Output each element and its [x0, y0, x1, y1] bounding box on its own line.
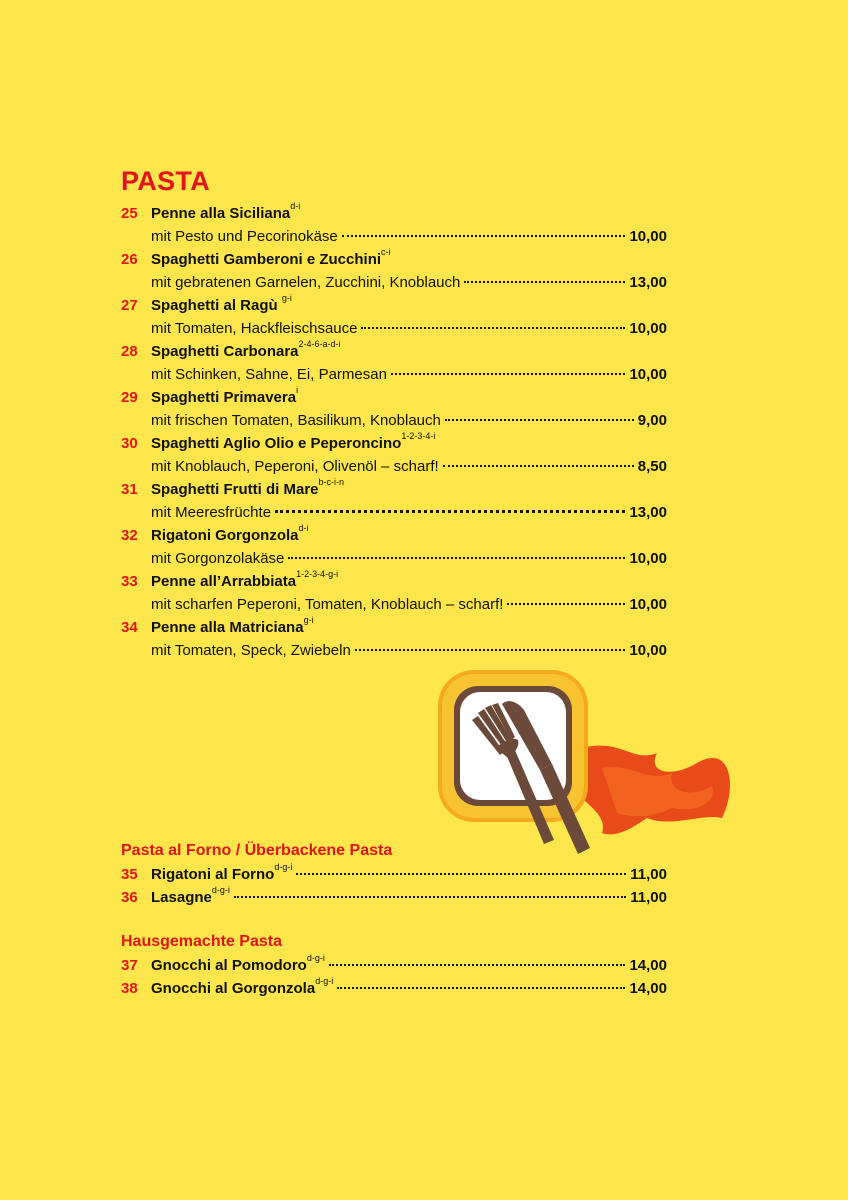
- list-item: [121, 886, 667, 909]
- item-name: Rigatoni Gorgonzola$^{d-i}$: [151, 523, 309, 544]
- dot-leader: [329, 964, 626, 966]
- allergen-codes: g-i: [303, 615, 314, 625]
- list-item: [121, 977, 667, 1000]
- item-number: 35: [121, 866, 138, 883]
- item-number: 32: [121, 527, 138, 544]
- item-detail: [151, 409, 667, 432]
- dot-leader: [296, 873, 626, 875]
- allergen-codes: d-i: [298, 523, 309, 533]
- item-name: Gnocchi al Pomodoro$^{d-g-i}$: [151, 953, 325, 974]
- item-number: 31: [121, 481, 138, 498]
- item-detail: [151, 547, 667, 570]
- list-item: [121, 524, 667, 547]
- item-price: 14,00: [629, 980, 667, 997]
- dot-leader: [288, 557, 625, 559]
- item-price: 10,00: [629, 642, 667, 659]
- item-number: 26: [121, 251, 138, 268]
- list-item: [121, 478, 667, 501]
- item-name: Penne alla Siciliana$^{d-i}$: [151, 201, 301, 222]
- item-description: mit scharfen Peperoni, Tomaten, Knoblauch – scharf!: [151, 596, 504, 613]
- item-price: 13,00: [629, 274, 667, 291]
- item-detail: [151, 455, 667, 478]
- item-name: Rigatoni al Forno$^{d-g-i}$: [151, 862, 293, 883]
- item-price: 8,50: [637, 458, 667, 475]
- allergen-codes: d-g-i: [211, 885, 230, 895]
- dot-leader: [361, 327, 625, 329]
- item-description: mit frischen Tomaten, Basilikum, Knoblauch: [151, 412, 441, 429]
- item-number: 30: [121, 435, 138, 452]
- item-description: mit Pesto und Pecorinokäse: [151, 228, 338, 245]
- dot-leader: [445, 419, 634, 421]
- item-name: Spaghetti Frutti di Mare$^{b-c-i-n}$: [151, 477, 345, 498]
- dot-leader: [464, 281, 625, 283]
- item-name: Penne all’Arrabbiata$^{1-2-3-4-g-i}$: [151, 569, 339, 590]
- item-number: 33: [121, 573, 138, 590]
- item-name: Spaghetti Aglio Olio e Peperoncino$^{1-2-3-4-i}$: [151, 431, 436, 452]
- list-item: [121, 616, 667, 639]
- fork-knife-flame-icon: [432, 668, 742, 858]
- dot-leader: [342, 235, 626, 237]
- item-price: 14,00: [629, 957, 667, 974]
- item-detail: [151, 225, 667, 248]
- dot-leader: [275, 510, 625, 513]
- list-item: [121, 340, 667, 363]
- al-forno-list: [121, 863, 667, 909]
- dot-leader: [234, 896, 626, 898]
- item-name: Spaghetti Gamberoni e Zucchini$^{c-i}$: [151, 247, 391, 268]
- list-item: [121, 202, 667, 225]
- item-description: mit Schinken, Sahne, Ei, Parmesan: [151, 366, 387, 383]
- allergen-codes: g-i: [281, 293, 292, 303]
- item-description: mit gebratenen Garnelen, Zucchini, Knoblauch: [151, 274, 461, 291]
- item-name: Spaghetti Carbonara$^{2-4-6-a-d-i}$: [151, 339, 341, 360]
- section-title-al-forno: Pasta al Forno / Überbackene Pasta: [121, 842, 393, 859]
- item-detail: [151, 317, 667, 340]
- item-detail: [151, 639, 667, 662]
- item-description: mit Tomaten, Speck, Zwiebeln: [151, 642, 351, 659]
- item-detail: [151, 363, 667, 386]
- item-detail: [151, 501, 667, 524]
- dot-leader: [337, 987, 625, 989]
- item-number: 37: [121, 957, 138, 974]
- item-number: 38: [121, 980, 138, 997]
- item-price: 10,00: [629, 366, 667, 383]
- list-item: [121, 386, 667, 409]
- list-item: [121, 432, 667, 455]
- item-number: 28: [121, 343, 138, 360]
- item-price: 13,00: [629, 504, 667, 521]
- list-item: [121, 863, 667, 886]
- item-description: mit Gorgonzolakäse: [151, 550, 285, 567]
- hausgemacht-list: [121, 954, 667, 1000]
- item-detail: [151, 271, 667, 294]
- item-price: 10,00: [629, 596, 667, 613]
- item-name: Spaghetti al Ragù $^{g-i}$: [151, 293, 292, 314]
- allergen-codes: 1-2-3-4-g-i: [296, 569, 339, 579]
- item-detail: [151, 593, 667, 616]
- allergen-codes: b-c-i-n: [318, 477, 345, 487]
- list-item: [121, 294, 667, 317]
- item-number: 27: [121, 297, 138, 314]
- item-description: mit Knoblauch, Peperoni, Olivenöl – scharf!: [151, 458, 439, 475]
- item-price: 10,00: [629, 228, 667, 245]
- item-number: 25: [121, 205, 138, 222]
- item-name: Gnocchi al Gorgonzola$^{d-g-i}$: [151, 976, 334, 997]
- allergen-codes: d-g-i: [306, 953, 325, 963]
- item-price: 9,00: [637, 412, 667, 429]
- allergen-codes: d-g-i: [274, 862, 293, 872]
- allergen-codes: d-i: [290, 201, 301, 211]
- item-price: 10,00: [629, 550, 667, 567]
- allergen-codes: c-i: [381, 247, 391, 257]
- dot-leader: [391, 373, 626, 375]
- item-name: Lasagne$^{d-g-i}$: [151, 885, 230, 906]
- item-number: 34: [121, 619, 138, 636]
- section-title-hausgemacht: Hausgemachte Pasta: [121, 933, 282, 950]
- dot-leader: [507, 603, 625, 605]
- pasta-list: [121, 202, 667, 662]
- item-description: mit Meeresfrüchte: [151, 504, 272, 521]
- list-item: [121, 570, 667, 593]
- allergen-codes: 1-2-3-4-i: [401, 431, 436, 441]
- item-price: 11,00: [630, 866, 667, 883]
- allergen-codes: d-g-i: [315, 976, 334, 986]
- item-number: 36: [121, 889, 138, 906]
- page-title: PASTA: [121, 166, 210, 196]
- dot-leader: [443, 465, 634, 467]
- allergen-codes: 2-4-6-a-d-i: [298, 339, 341, 349]
- item-price: 10,00: [629, 320, 667, 337]
- list-item: [121, 248, 667, 271]
- item-name: Penne alla Matriciana$^{g-i}$: [151, 615, 314, 636]
- list-item: [121, 954, 667, 977]
- item-description: mit Tomaten, Hackfleischsauce: [151, 320, 358, 337]
- item-number: 29: [121, 389, 138, 406]
- dot-leader: [355, 649, 626, 651]
- item-price: 11,00: [630, 889, 667, 906]
- item-name: Spaghetti Primavera$^i$: [151, 385, 299, 406]
- allergen-codes: i: [296, 385, 299, 395]
